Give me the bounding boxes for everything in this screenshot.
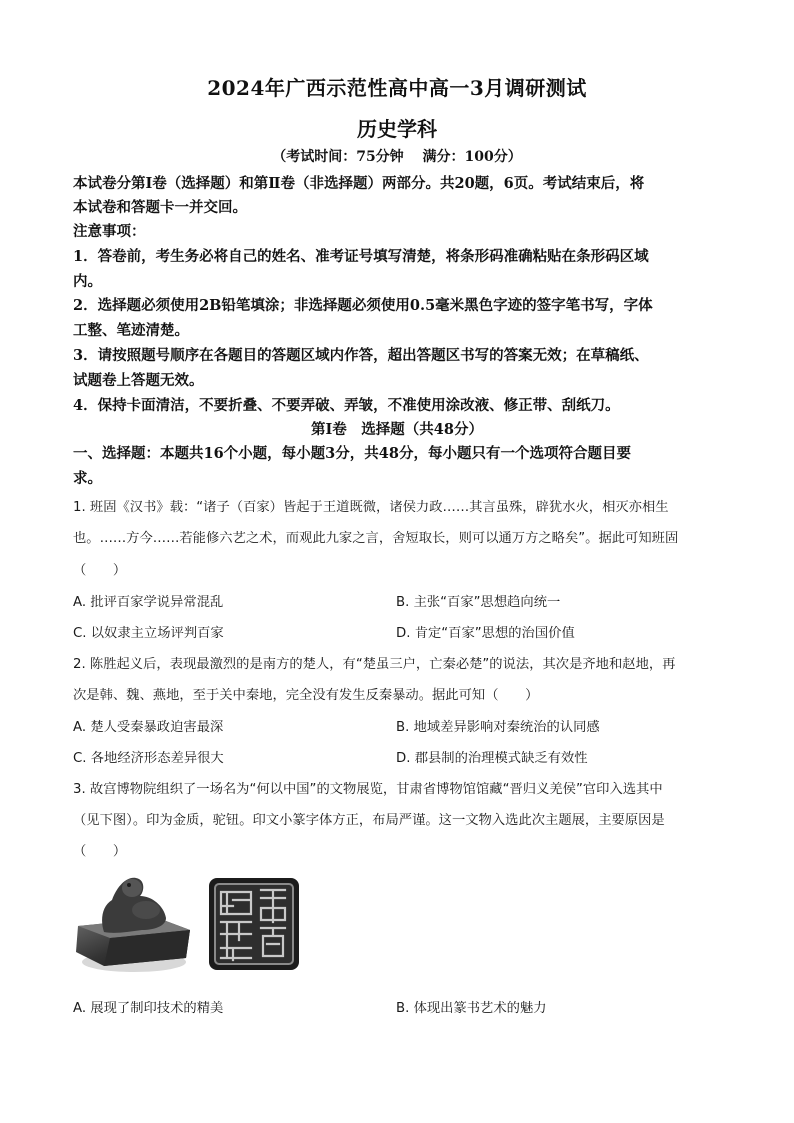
question-3-stem: （见下图）。印为金质，驼钮。印文小篆字体方正，布局严谨。这一文物入选此次主题展，主要原因是 — [73, 813, 665, 828]
question-3-stem: 3. 故宫博物院组织了一场名为“何以中国”的文物展览，甘肃省博物馆馆藏“晋归义羌侯”官印入选其中 — [73, 782, 663, 797]
question-2-option-b[interactable]: B. 地域差异影响对秦统治的认同感 — [396, 720, 600, 735]
note-item: 2．选择题必须使用2B铅笔填涂；非选择题必须使用0.5毫米黑色字迹的签字笔书写，字体 — [73, 297, 653, 314]
question-2-option-a[interactable]: A. 楚人受秦暴政迫害最深 — [73, 720, 224, 735]
note-item: 试题卷上答题无效。 — [73, 372, 204, 389]
seal-face-image — [205, 874, 303, 974]
intro-line: 本试卷分第Ⅰ卷（选择题）和第Ⅱ卷（非选择题）两部分。共20题，6页。考试结束后，将 — [73, 175, 645, 192]
exam-title: 2024年广西示范性高中高一3月调研测试 — [207, 76, 587, 100]
question-1-option-d[interactable]: D. 肯定“百家”思想的治国价值 — [396, 626, 575, 641]
question-3-stem: （ ） — [73, 844, 127, 859]
exam-info: （考试时间：75分钟 满分：100分） — [272, 149, 522, 165]
note-item: 内。 — [73, 273, 102, 290]
notes-heading: 注意事项： — [73, 223, 146, 240]
note-item: 4．保持卡面清洁，不要折叠、不要弄破、弄皱，不准使用涂改液、修正带、刮纸刀。 — [73, 397, 620, 414]
question-1-stem: 1. 班固《汉书》载：“诸子（百家）皆起于王道既微，诸侯力政……其言虽殊，辟犹水火，相灭亦相生 — [73, 500, 669, 515]
intro-line: 本试卷和答题卡一并交回。 — [73, 199, 247, 216]
question-2-stem: 2. 陈胜起义后，表现最激烈的是南方的楚人，有“楚虽三户，亡秦必楚”的说法，其次是齐地和赵地，再 — [73, 657, 676, 672]
question-1-stem: 也。……方今……若能修六艺之术，而观此九家之言，舍短取长，则可以通万方之略矣”。据此可知班固 — [73, 531, 679, 546]
question-3-option-b[interactable]: B. 体现出篆书艺术的魅力 — [396, 1001, 547, 1016]
question-2-option-d[interactable]: D. 郡县制的治理模式缺乏有效性 — [396, 751, 588, 766]
seal-side-view-image — [74, 866, 194, 976]
note-item: 1．答卷前，考生务必将自己的姓名、准考证号填写清楚，将条形码准确粘贴在条形码区域 — [73, 248, 649, 265]
note-item: 工整、笔迹清楚。 — [73, 322, 189, 339]
question-1-stem: （ ） — [73, 563, 127, 578]
question-2-option-c[interactable]: C. 各地经济形态差异很大 — [73, 751, 224, 766]
subject-title: 历史学科 — [357, 117, 437, 141]
question-1-option-b[interactable]: B. 主张“百家”思想趋向统一 — [396, 595, 561, 610]
section-instructions: 一、选择题：本题共16个小题，每小题3分，共48分，每小题只有一个选项符合题目要 — [73, 445, 631, 462]
section-heading: 第Ⅰ卷 选择题（共48分） — [311, 421, 483, 438]
question-3-option-a[interactable]: A. 展现了制印技术的精美 — [73, 1001, 224, 1016]
section-instructions: 求。 — [73, 470, 102, 487]
question-1-option-a[interactable]: A. 批评百家学说异常混乱 — [73, 595, 224, 610]
question-1-option-c[interactable]: C. 以奴隶主立场评判百家 — [73, 626, 224, 641]
note-item: 3．请按照题号顺序在各题目的答题区域内作答，超出答题区书写的答案无效；在草稿纸、 — [73, 347, 649, 364]
question-2-stem: 次是韩、魏、燕地，至于关中秦地，完全没有发生反秦暴动。据此可知（ ） — [73, 688, 539, 703]
